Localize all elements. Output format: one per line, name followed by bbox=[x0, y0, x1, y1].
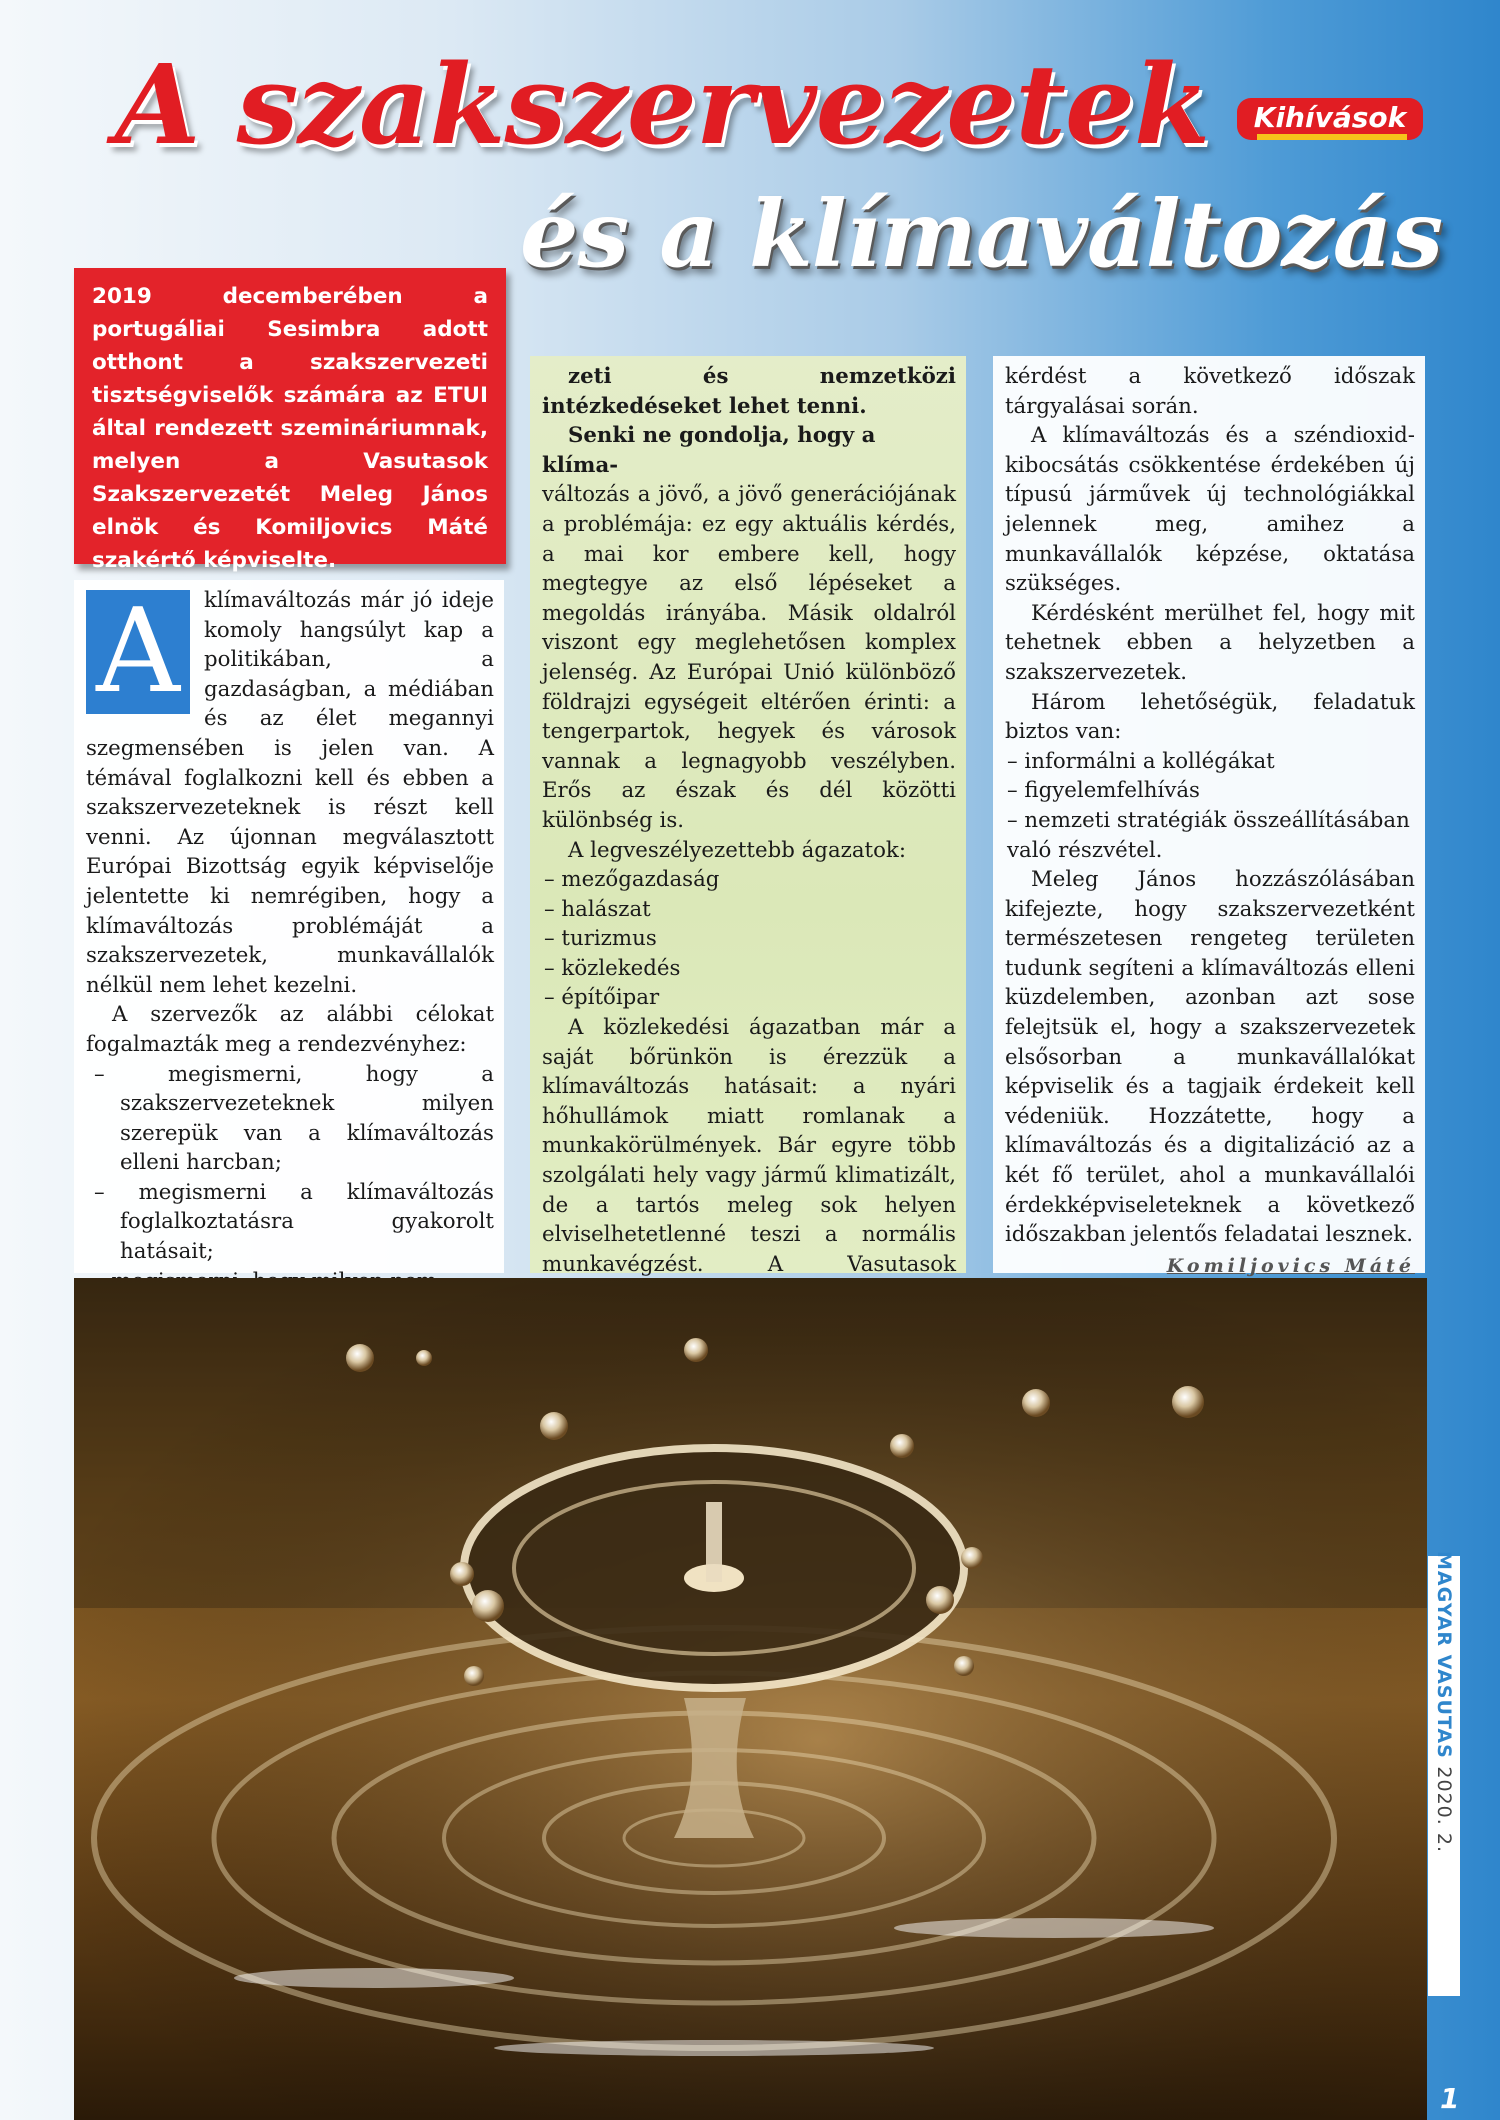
section-badge bbox=[1237, 98, 1423, 140]
list-item: – figyelemfelhívás bbox=[1007, 778, 1200, 804]
list-item: – informálni a kollégákat bbox=[1007, 748, 1275, 774]
paragraph: A klímaváltozás és a széndioxid-kibocsátás csökkentése érdekében új típusú járművek új technológiákkal jelennek meg, amihez a munkavállalók képzése, oktatása szükséges. bbox=[1005, 423, 1415, 597]
author-byline: Komiljovics Máté bbox=[1166, 1254, 1415, 1277]
section-label: Kihívások bbox=[1253, 101, 1407, 134]
magazine-issue-strip bbox=[1428, 1551, 1460, 1996]
paragraph: Három lehetőségük, feladatuk biztos van: bbox=[1005, 689, 1415, 745]
list-item: – építőipar bbox=[544, 985, 660, 1011]
paragraph: A szervezők az alábbi célokat fogalmazták meg a rendezvényhez: bbox=[86, 1002, 494, 1057]
paragraph: kérdést a következő időszak tárgyalásai során. bbox=[1005, 364, 1415, 419]
issue-number: 2020. 2. bbox=[1433, 1766, 1455, 1853]
list-item: – megismerni, hogy a szakszervezeteknek milyen szerepük van a klímaváltozás elleni harcban; bbox=[94, 1061, 494, 1176]
list-item: – halászat bbox=[544, 896, 651, 922]
list-item: – közlekedés bbox=[544, 955, 681, 981]
magazine-name: MAGYAR VASUTAS bbox=[1433, 1551, 1455, 1759]
article-column-2 bbox=[530, 356, 966, 1277]
drop-cap: A bbox=[86, 590, 190, 714]
page-number: 1 bbox=[1440, 2082, 1460, 2115]
badge-stripe bbox=[1257, 134, 1407, 140]
paragraph: változás a jövő, a jövő generációjának a problémája: ez egy aktuális kérdés, a mai kor embere kell, hogy megtegye az első lépéseket a megoldás irányába. Másik oldalról viszont egy meglehetősen komplex jelenség. Az Európai Unió különböző földrajzi egységeit eltérően érinti: a tengerpartok, hegyek és városok vannak a legnagyobb veszélyben. Erős az észak és dél közötti különbség is. bbox=[542, 482, 956, 833]
list-item: – megismerni a klímaváltozás foglalkoztatásra gyakorolt hatásait; bbox=[94, 1179, 494, 1265]
list-item: – nemzeti stratégiák összeállításában való részvétel. bbox=[1007, 807, 1410, 863]
paragraph: zeti és nemzetközi intézkedéseket lehet tenni. bbox=[542, 364, 956, 419]
headline-line-2: és a klímaváltozás bbox=[520, 180, 1443, 288]
lead-text: 2019 decemberében a portugáliai Sesimbra adott otthont a szakszervezeti tisztségviselők számára az ETUI által rendezett szemináriumnak, melyen a Vasutasok Szakszervezetét Meleg János elnök és Komiljovics Máté szakértő képviselte. bbox=[92, 284, 488, 573]
list-item: – turizmus bbox=[544, 926, 657, 952]
list-item: – mezőgazdaság bbox=[544, 867, 720, 893]
paragraph-bold: Senki ne gondolja, hogy a klíma- bbox=[542, 423, 876, 478]
paragraph: Kérdésként merülhet fel, hogy mit tehetnek ebben a helyzetben a szakszervezetek. bbox=[1005, 600, 1415, 685]
water-drop-photo bbox=[74, 1278, 1427, 2120]
headline-line-1: A szakszervezetek bbox=[115, 40, 1210, 169]
article-column-3 bbox=[993, 356, 1425, 1277]
paragraph: Meleg János hozzászólásában kifejezte, hogy szakszervezetként természetesen rengeteg területen tudunk segíteni a klímaváltozás elleni küzdelemben, azonban azt sose felejtsük el, hogy a szakszervezetek elsősorban a munkavállalókat képviselik és a tagjaik érdekeit kell védeniük. Hozzátette, hogy a klímaváltozás és a digitalizáció az a két fő terület, ahol a munkavállalói érdekképviseleteknek a következő időszakban jelentős feladatai lesznek. bbox=[1005, 867, 1415, 1248]
paragraph: A legveszélyezettebb ágazatok: bbox=[568, 837, 907, 863]
article-column-1 bbox=[74, 580, 504, 1273]
paragraph: A közlekedési ágazatban már a saját bőrünkön is érezzük a klímaváltozás hatásait: a nyári hőhullámok miatt romlanak a munkakörülmények. Bár egyre több szolgálati hely vagy jármű klimatizált, de a tartós meleg sok helyen elviselhetetlenné teszi a normális munkavégzést. A Vasutasok bbox=[542, 1015, 956, 1277]
lead-box bbox=[74, 268, 506, 573]
paragraph: klímaváltozás már jó ideje komoly hangsúlyt kap a politikában, a gazdaságban, a médiában és az élet megannyi szegmensében is jelen van. A témával foglalkozni kell és ebben a szakszervezeteknek is részt kell venni. Az újonnan megválasztott Európai Bizottság egyik képviselője jelentette ki nemrégiben, hogy a klímaváltozás problémáját a szakszervezetek, munkavállalók nélkül nem lehet kezelni. bbox=[86, 588, 494, 998]
